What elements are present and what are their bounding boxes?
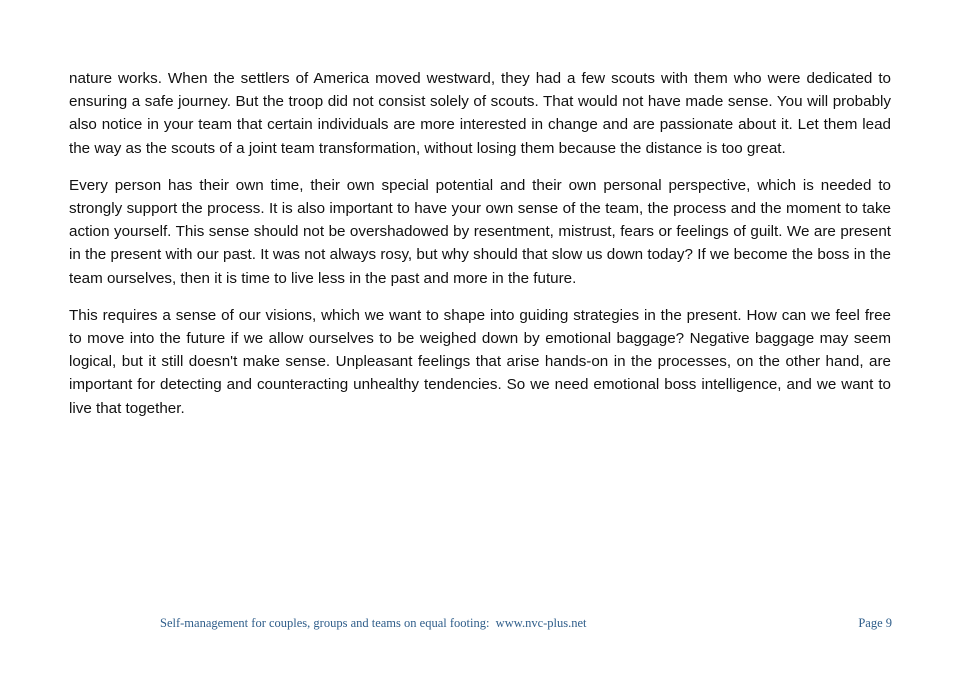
page-number: Page 9 (858, 616, 892, 630)
paragraph-2: Every person has their own time, their own special potential and their own personal perspective, which is needed to strongly support the process. It is also important to have your own sense of the team, the process and the moment to take action yourself. This sense should not be overshadowed by resentment, mistrust, fears or feelings of guilt. We are present in the present with our past. It was not always rosy, but why should that slow us down today? If we become the boss in the team ourselves, then it is time to live less in the past and more in the future. (69, 176, 891, 287)
body-text (69, 67, 891, 434)
page-footer (160, 616, 892, 636)
footer-title: Self-management for couples, groups and teams on equal footing: www.nvc-plus.net (160, 616, 587, 630)
paragraph-3: This requires a sense of our visions, which we want to shape into guiding strategies in the present. How can we feel free to move into the future if we allow ourselves to be weighed down by emotional baggage? Negative baggage may seem logical, but it still doesn't make sense. Unpleasant feelings that arise hands-on in the processes, on the other hand, are important for detecting and counteracting unhealthy tendencies. So we need emotional boss intelligence, and we want to live that together. (69, 306, 891, 417)
paragraph-1: nature works. When the settlers of America moved westward, they had a few scouts with them who were dedicated to ensuring a safe journey. But the troop did not consist solely of scouts. That would not have made sense. You will probably also notice in your team that certain individuals are more interested in change and are passionate about it. Let them lead the way as the scouts of a joint team transformation, without losing them because the distance is too great. (69, 70, 891, 157)
